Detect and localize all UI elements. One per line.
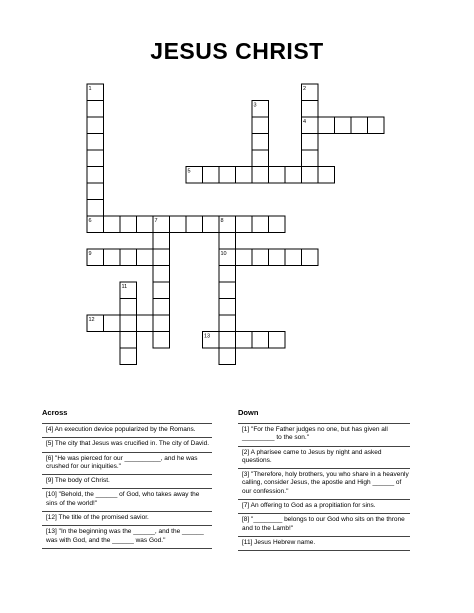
down-clue: [2] A pharisee came to Jesus by night and asked questions. (238, 446, 410, 469)
grid-cell[interactable] (302, 134, 319, 151)
grid-cell[interactable] (153, 282, 170, 299)
grid-cell[interactable] (120, 216, 137, 233)
down-clue: [1] "For the Father judges no one, but has given all _________ to the son." (238, 423, 410, 446)
grid-cell[interactable] (368, 117, 385, 134)
grid-cell[interactable] (137, 249, 154, 266)
grid-cell[interactable] (104, 249, 121, 266)
across-clue: [5] The city that Jesus was crucified in. The city of David. (42, 437, 212, 451)
grid-cell[interactable] (351, 117, 368, 134)
grid-cell[interactable] (137, 315, 154, 332)
grid-cell[interactable] (170, 216, 187, 233)
grid-cell[interactable] (285, 167, 302, 184)
grid-cell[interactable] (236, 332, 253, 349)
across-clue: [12] The title of the promised savior. (42, 511, 212, 525)
grid-cell[interactable] (252, 249, 269, 266)
grid-cell[interactable] (269, 249, 286, 266)
grid-cell[interactable] (252, 216, 269, 233)
grid-cell[interactable] (153, 299, 170, 316)
grid-cell[interactable] (137, 216, 154, 233)
grid-cell[interactable] (120, 249, 137, 266)
clue-number: 7 (154, 218, 158, 224)
grid-cell[interactable] (302, 101, 319, 118)
grid-cell[interactable] (120, 299, 137, 316)
grid-cell[interactable] (87, 150, 104, 167)
down-clue: [7] An offering to God as a propitiation for sins. (238, 499, 410, 513)
grid-cell[interactable] (236, 216, 253, 233)
grid-cell[interactable] (186, 216, 203, 233)
clue-number: 6 (88, 218, 92, 224)
grid-cell[interactable] (153, 249, 170, 266)
page-title: JESUS CHRIST (150, 38, 324, 64)
grid-cell[interactable] (252, 150, 269, 167)
clue-number: 12 (88, 317, 95, 323)
grid-cell[interactable] (120, 348, 137, 365)
grid-cell[interactable] (87, 167, 104, 184)
clue-number: 1 (88, 86, 92, 92)
clue-number: 8 (220, 218, 224, 224)
grid-cell[interactable] (153, 266, 170, 283)
grid-cell[interactable] (87, 200, 104, 217)
grid-cell[interactable] (219, 299, 236, 316)
down-heading: Down (238, 408, 259, 417)
grid-cell[interactable] (285, 249, 302, 266)
grid-cell[interactable] (153, 332, 170, 349)
across-clue: [9] The body of Christ. (42, 474, 212, 488)
across-clue: [10] "Behold, the ______ of God, who takes away the sins of the world!" (42, 488, 212, 511)
grid-cell[interactable] (120, 332, 137, 349)
grid-cell[interactable] (269, 167, 286, 184)
grid-cell[interactable] (104, 315, 121, 332)
clue-number: 9 (88, 251, 92, 257)
grid-cell[interactable] (252, 332, 269, 349)
grid-cell[interactable] (203, 167, 220, 184)
down-clue: [8] "________ belongs to our God who sits on the throne and to the Lamb!" (238, 513, 410, 536)
clue-number: 10 (220, 251, 227, 257)
grid-cell[interactable] (219, 315, 236, 332)
across-clues (42, 408, 212, 549)
grid-cell[interactable] (302, 167, 319, 184)
grid-cell[interactable] (153, 233, 170, 250)
down-clue: [3] "Therefore, holy brothers, you who share in a heavenly calling, consider Jesus, the apostle and High ______ of our confession." (238, 468, 410, 499)
across-clue: [4] An execution device popularized by the Romans. (42, 423, 212, 437)
grid-cell[interactable] (87, 117, 104, 134)
grid-cell[interactable] (236, 167, 253, 184)
grid-cell[interactable] (219, 266, 236, 283)
grid-cell[interactable] (87, 183, 104, 200)
grid-cell[interactable] (302, 150, 319, 167)
grid-cell[interactable] (219, 282, 236, 299)
down-clue: [11] Jesus Hebrew name. (238, 536, 410, 551)
grid-cell[interactable] (252, 167, 269, 184)
grid-cell[interactable] (335, 117, 352, 134)
grid-cell[interactable] (203, 216, 220, 233)
grid-cell[interactable] (318, 167, 335, 184)
clue-number: 3 (253, 102, 257, 109)
grid-cell[interactable] (219, 348, 236, 365)
grid-cell[interactable] (252, 134, 269, 151)
grid-cell[interactable] (87, 101, 104, 118)
grid-cell[interactable] (219, 233, 236, 250)
clue-number: 4 (303, 119, 307, 125)
grid-cell[interactable] (87, 134, 104, 151)
grid-cell[interactable] (236, 249, 253, 266)
grid-cell[interactable] (219, 167, 236, 184)
across-heading: Across (42, 408, 68, 417)
clue-number: 2 (303, 86, 307, 92)
across-clue: [6] "He was pierced for our __________, and he was crushed for our iniquities." (42, 452, 212, 475)
clue-number: 13 (204, 333, 211, 340)
grid-cell[interactable] (120, 315, 137, 332)
clue-number: 11 (121, 284, 128, 290)
down-clues (238, 408, 410, 551)
grid-cell[interactable] (269, 332, 286, 349)
grid-cell[interactable] (219, 332, 236, 349)
grid-cell[interactable] (104, 216, 121, 233)
across-clue: [13] "In the beginning was the ______, and the ______ was with God, and the ______ was God." (42, 525, 212, 549)
grid-cell[interactable] (318, 117, 335, 134)
grid-cell[interactable] (302, 249, 319, 266)
grid-cell[interactable] (153, 315, 170, 332)
grid-cell[interactable] (269, 216, 286, 233)
grid-cell[interactable] (252, 117, 269, 134)
clue-number: 5 (187, 168, 191, 175)
